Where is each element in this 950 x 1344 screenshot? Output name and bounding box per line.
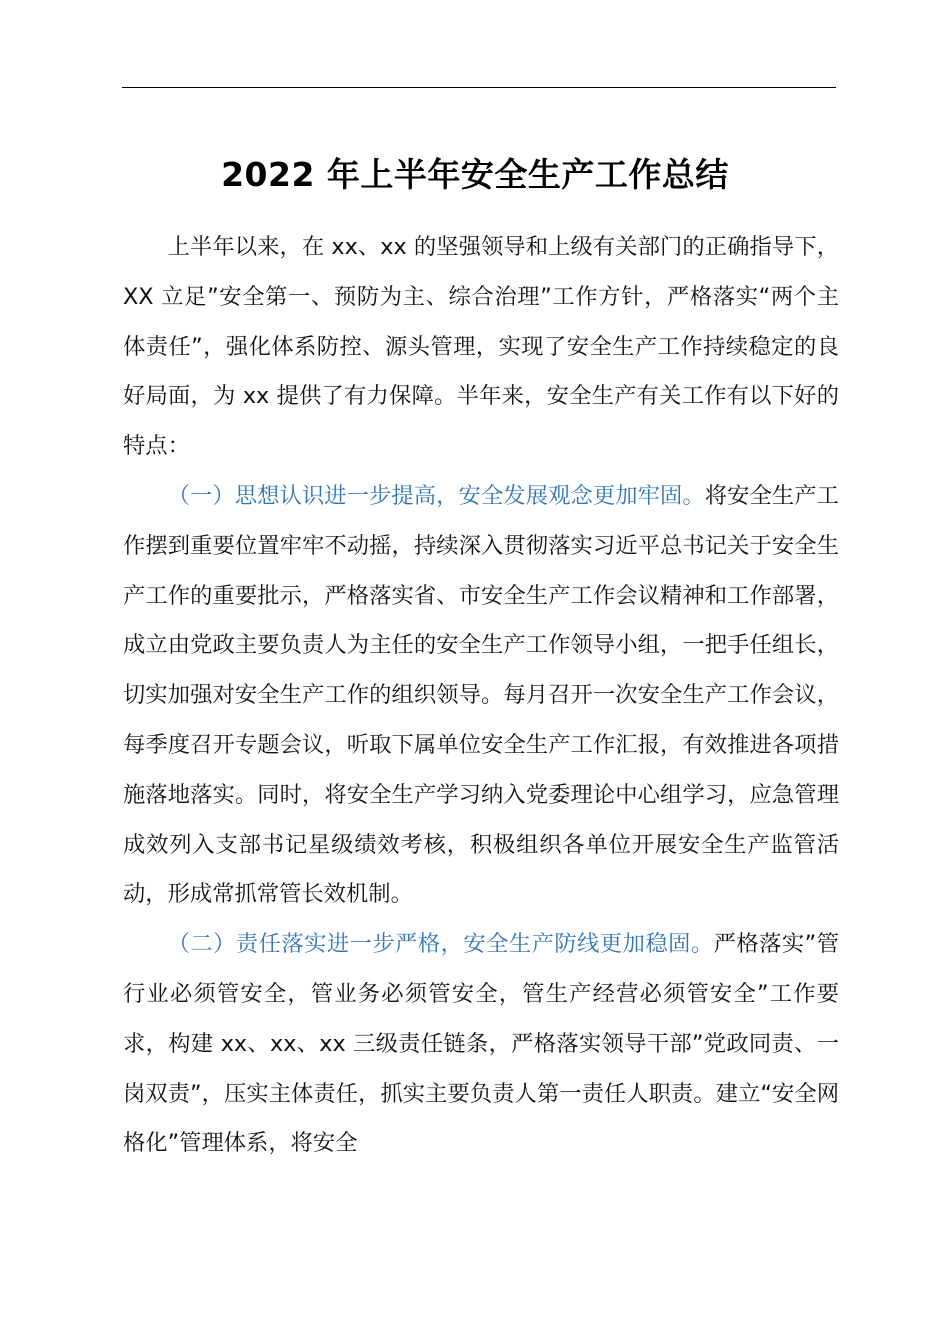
section-heading-2: （二）责任落实进一步严格，安全生产防线更加稳固。	[167, 931, 714, 958]
document-title: 2022 年上半年安全生产工作总结	[221, 155, 729, 194]
section-paragraph-2	[123, 920, 839, 1169]
section-heading-1: （一）思想认识进一步提高，安全发展观念更加牢固。	[167, 482, 705, 509]
section-body-2: 严格落实”管行业必须管安全，管业务必须管安全，管生产经营必须管安全”工作要求，构建 xx、xx、xx 三级责任链条，严格落实领导干部”党政同责、一岗双责”，压实主体责任，抓实主要负责人第一责任人职责。建立“安全网格化”管理体系，将安全	[123, 931, 839, 1157]
header-rule	[122, 87, 836, 88]
section-paragraph-1	[123, 472, 839, 920]
intro-paragraph: 上半年以来，在 xx、xx 的坚强领导和上级有关部门的正确指导下，XX 立足”安全第一、预防为主、综合治理”工作方针，严格落实“两个主体责任”，强化体系防控、源头管理，实现了安全生产工作持续稳定的良好局面，为 xx 提供了有力保障。半年来，安全生产有关工作有以下好的特点：	[123, 234, 839, 460]
section-body-1: 将安全生产工作摆到重要位置牢牢不动摇，持续深入贯彻落实习近平总书记关于安全生产工作的重要批示，严格落实省、市安全生产工作会议精神和工作部署，成立由党政主要负责人为主任的安全生产工作领导小组，一把手任组长，切实加强对安全生产工作的组织领导。每月召开一次安全生产工作会议，每季度召开专题会议，听取下属单位安全生产工作汇报，有效推进各项措施落地落实。同时，将安全生产学习纳入党委理论中心组学习，应急管理成效列入支部书记星级绩效考核，积极组织各单位开展安全生产监管活动，形成常抓常管长效机制。	[123, 482, 839, 908]
document-body	[123, 223, 839, 1169]
